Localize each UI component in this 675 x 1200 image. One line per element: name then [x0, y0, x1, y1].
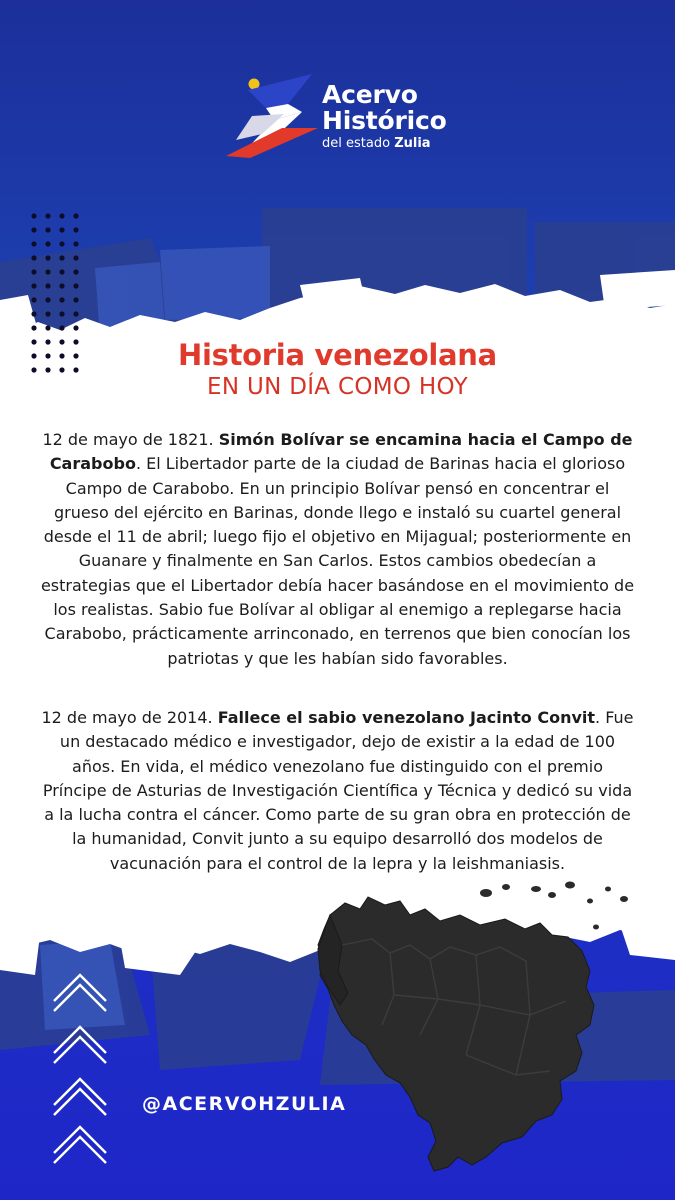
entry-date: 12 de mayo de 2014. — [41, 708, 213, 727]
chevron-up-icon — [54, 975, 106, 1001]
chevron-up-icon — [54, 1079, 106, 1105]
brand-sub-bold: Zulia — [394, 136, 431, 151]
brand-line-1: Acervo — [322, 80, 418, 109]
entry-paragraph-2 — [40, 706, 635, 876]
entry-body: . Fue un destacado médico e investigador, dejo de existir a la edad de 100 años. En vida, el médico venezolano fue distinguido con el premio Príncipe de Asturias de Investigación Científica y Técnica y dedicó su vida a la lucha contra el cáncer. Como parte de su gran obra en protección de la humanidad, Convit junto a su equipo desarrolló dos modelos de vacunación para el control de la lepra y la leishmaniasis. — [42, 708, 634, 873]
chevron-up-icon — [54, 1027, 106, 1053]
entry-date: 12 de mayo de 1821. — [42, 430, 214, 449]
chevron-up-icon — [54, 1127, 106, 1153]
brand-wordmark — [322, 82, 447, 151]
entry-paragraph-1 — [40, 428, 635, 671]
brand-line-2: Histórico — [322, 106, 447, 135]
chevron-up-icon — [54, 1037, 106, 1063]
page-subtitle: EN UN DÍA COMO HOY — [207, 374, 468, 400]
chevron-up-icon — [54, 1137, 106, 1163]
brand-sub-prefix: del estado — [322, 136, 391, 151]
chevron-stack — [50, 965, 110, 1165]
page-title: Historia venezolana — [178, 338, 497, 372]
social-handle[interactable]: @ACERVOHZULIA — [142, 1093, 347, 1115]
entry-headline: Fallece el sabio venezolano Jacinto Convit — [217, 708, 596, 727]
brand-subtitle — [322, 136, 447, 151]
entry-body: . El Libertador parte de la ciudad de Barinas hacia el glorioso Campo de Carabobo. En un principio Bolívar pensó en concentrar el grueso del ejército en Barinas, donde llego e instaló su cuartel general desde el 11 de abril; luego fijo el objetivo en Mijagual; posteriormente en Guanare y finalmente en San Carlos. Estos cambios obedecían a estrategias que el Libertador debía hacer basándose en el movimiento de los realistas. Sabio fue Bolívar al obligar al enemigo a replegarse hacia Carabobo, prácticamente arrinconado, en terrenos que bien conocían los patriotas y que les habían sido favorables. — [40, 454, 635, 668]
heading-block — [0, 338, 675, 400]
acervo-swoosh-logo — [222, 70, 322, 160]
chevron-up-icon — [54, 1089, 106, 1115]
brand-logo — [222, 70, 462, 170]
venezuela-map-silhouette — [290, 875, 650, 1185]
entry-headline: Simón Bolívar se encamina hacia el Campo de Carabobo — [49, 430, 633, 474]
chevron-up-icon — [54, 985, 106, 1011]
